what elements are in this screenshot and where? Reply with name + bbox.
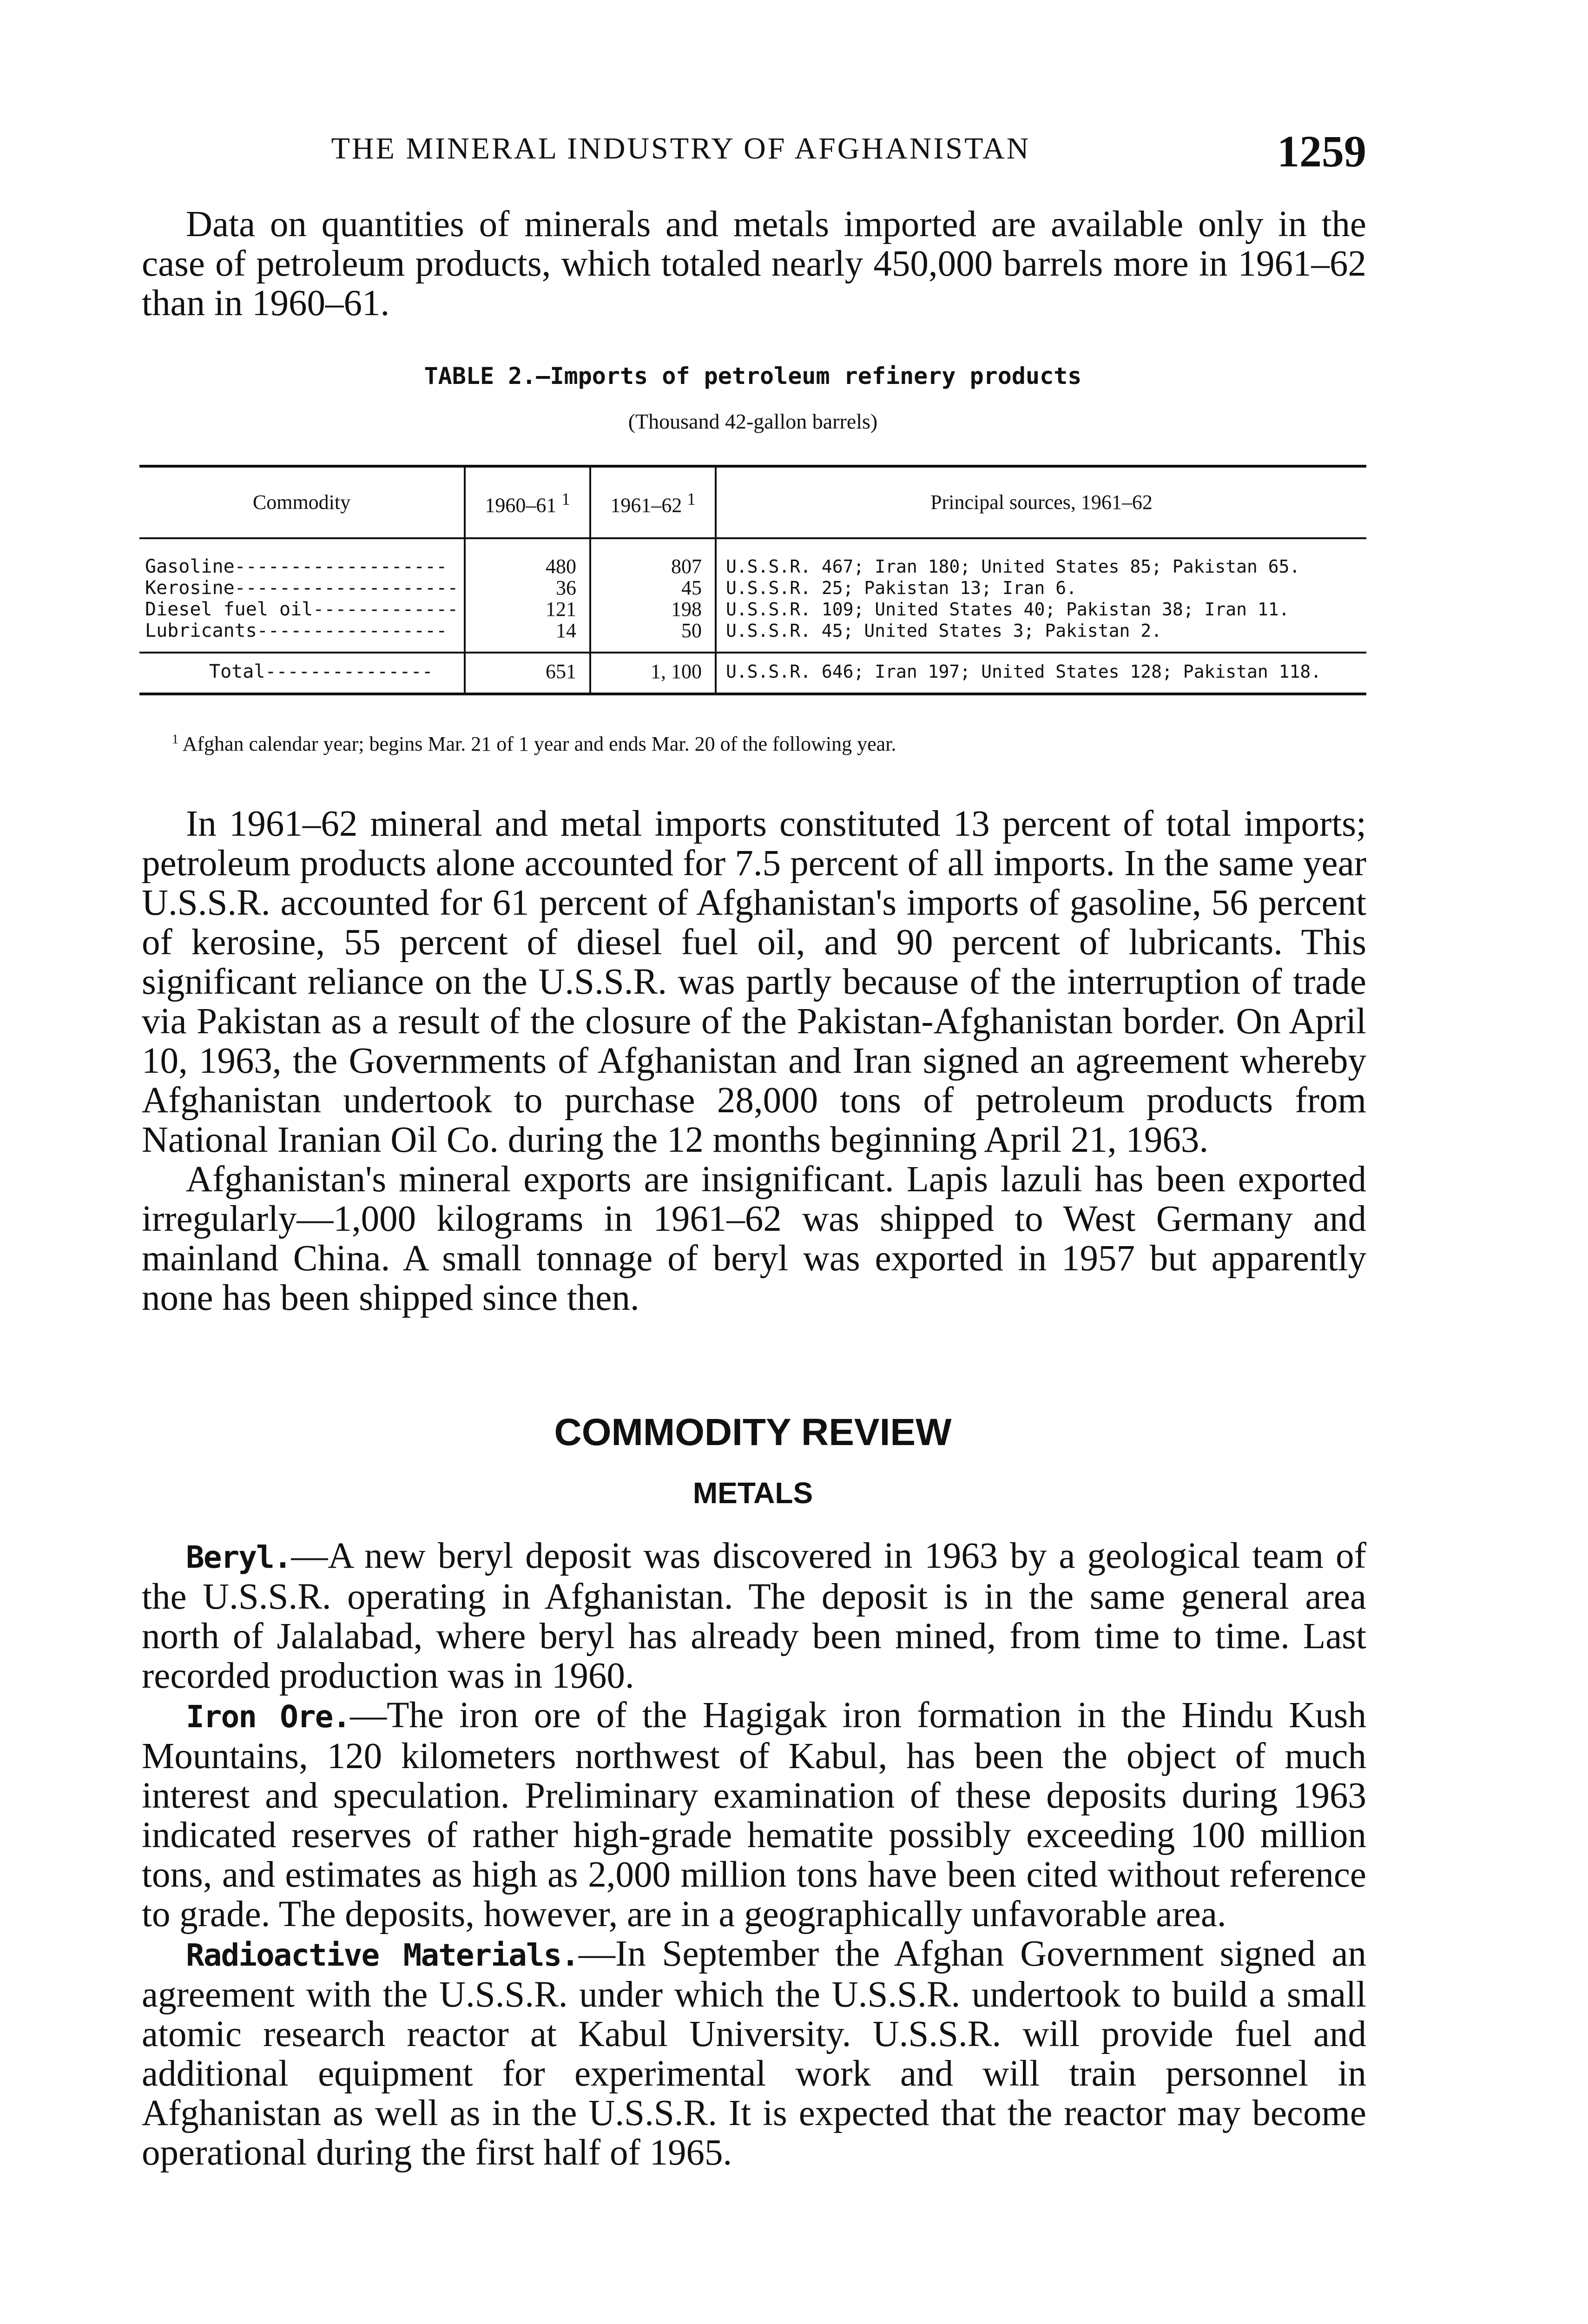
- intro-paragraph: Data on quantities of minerals and metals imported are available only in the case of petroleum products, which totaled nearly 450,000 barrels more in 1961–62 than in 1960–61.: [142, 204, 1366, 324]
- beryl-label: Beryl.: [186, 1539, 291, 1575]
- row-1960-61: 480: [465, 538, 590, 577]
- beryl-text: —A new beryl deposit was discovered in 1963 by a geological team of the U.S.S.R. operating in Afghanistan. The deposit is in the same general area north of Jalalabad, where beryl has already been mined, from time to time. Last recorded production was in 1960.: [142, 1536, 1366, 1696]
- imports-paragraph: In 1961–62 mineral and metal imports constituted 13 percent of total imports; petroleum products alone accounted for 7.5 percent of all imports. In the same year U.S.S.R. accounted for 61 percent of Afghanistan's imports of gasoline, 56 percent of kerosine, 55 percent of diesel fuel oil, and 90 percent of lubricants. This significant reliance on the U.S.S.R. was partly because of the interruption of trade via Pakistan as a result of the closure of the Pakistan-Afghanistan border. On April 10, 1963, the Governments of Afghanistan and Iran signed an agreement whereby Afghanistan undertook to purchase 28,000 tons of petroleum products from National Iranian Oil Co. during the 12 months beginning April 21, 1963.: [142, 804, 1366, 1160]
- row-commodity: Kerosine--------------------: [145, 577, 459, 599]
- iron-ore-label: Iron Ore.: [186, 1699, 350, 1735]
- row-commodity: Gasoline-------------------: [145, 556, 448, 577]
- col-header-sources: Principal sources, 1961–62: [716, 466, 1366, 538]
- row-sources: U.S.S.R. 25; Pakistan 13; Iran 6.: [716, 577, 1366, 599]
- radioactive-paragraph: [142, 1934, 1366, 2172]
- table-title: TABLE 2.—Imports of petroleum refinery products: [424, 363, 1082, 390]
- table-footnote: [172, 732, 1362, 756]
- table-header-row: [139, 466, 1366, 538]
- row-1961-62: 807: [590, 538, 716, 577]
- radioactive-text: —In September the Afghan Government signed an agreement with the U.S.S.R. under which the U.S.S.R. undertook to build a small atomic research reactor at Kabul University. U.S.S.R. will provide fuel and additional equipment for experimental work and will train personnel in Afghanistan as well as in the U.S.S.R. It is expected that the reactor may become operational during the first half of 1965.: [142, 1934, 1367, 2173]
- row-commodity: Diesel fuel oil-------------: [145, 599, 459, 620]
- iron-ore-paragraph: [142, 1696, 1366, 1934]
- running-head-title: THE MINERAL INDUSTRY OF AFGHANISTAN: [331, 132, 1031, 165]
- exports-paragraph: Afghanistan's mineral exports are insignificant. Lapis lazuli has been exported irregularly—1,000 kilograms in 1961–62 was shipped to West Germany and mainland China. A small tonnage of beryl was exported in 1957 but apparently none has been shipped since then.: [142, 1159, 1366, 1318]
- col-header-1961-62: 1961–62 $^1$: [590, 466, 716, 538]
- table-total-row: [139, 653, 1366, 694]
- table-row: [139, 599, 1366, 620]
- table-row: [139, 620, 1366, 653]
- commodity-review-block: [142, 1536, 1366, 2172]
- iron-ore-text: —The iron ore of the Hagigak iron formation in the Hindu Kush Mountains, 120 kilometers northwest of Kabul, has been the object of much interest and speculation. Preliminary examination of these deposits during 1963 indicated reserves of rather high-grade hematite possibly exceeding 100 million tons, and estimates as high as 2,000 million tons have been cited without reference to grade. The deposits, however, are in a geographically unfavorable area.: [142, 1695, 1366, 1934]
- total-sources: U.S.S.R. 646; Iran 197; United States 128; Pakistan 118.: [716, 653, 1366, 694]
- row-1960-61: 121: [465, 599, 590, 620]
- page-number: 1259: [1277, 126, 1366, 176]
- row-1960-61: 14: [465, 620, 590, 653]
- table-row: [139, 538, 1366, 577]
- row-sources: U.S.S.R. 467; Iran 180; United States 85; Pakistan 65.: [716, 538, 1366, 577]
- total-1961-62: 1, 100: [590, 653, 716, 694]
- total-label: Total---------------: [139, 653, 465, 694]
- row-commodity: Lubricants-----------------: [145, 620, 448, 641]
- row-1960-61: 36: [465, 577, 590, 599]
- radioactive-label: Radioactive Materials.: [186, 1937, 579, 1973]
- row-sources: U.S.S.R. 109; United States 40; Pakistan 38; Iran 11.: [716, 599, 1366, 620]
- intro-paragraph-block: [142, 205, 1366, 323]
- row-1961-62: 45: [590, 577, 716, 599]
- imports-exports-block: [142, 804, 1366, 1318]
- running-head: [139, 125, 1366, 177]
- beryl-paragraph: [142, 1536, 1366, 1696]
- col-header-1960-61: 1960–61 $^1$: [465, 466, 590, 538]
- col-header-commodity: Commodity: [139, 466, 465, 538]
- section-heading: COMMODITY REVIEW: [554, 1411, 952, 1453]
- footnote-text: Afghan calendar year; begins Mar. 21 of 1 year and ends Mar. 20 of the following year.: [182, 733, 896, 755]
- total-1960-61: 651: [465, 653, 590, 694]
- row-1961-62: 198: [590, 599, 716, 620]
- table-row: [139, 577, 1366, 599]
- imports-table: [139, 465, 1366, 695]
- footnote-mark: 1: [172, 732, 178, 747]
- row-sources: U.S.S.R. 45; United States 3; Pakistan 2.: [716, 620, 1366, 653]
- row-1961-62: 50: [590, 620, 716, 653]
- table-unit: (Thousand 42-gallon barrels): [628, 409, 878, 433]
- subsection-heading: METALS: [692, 1476, 813, 1510]
